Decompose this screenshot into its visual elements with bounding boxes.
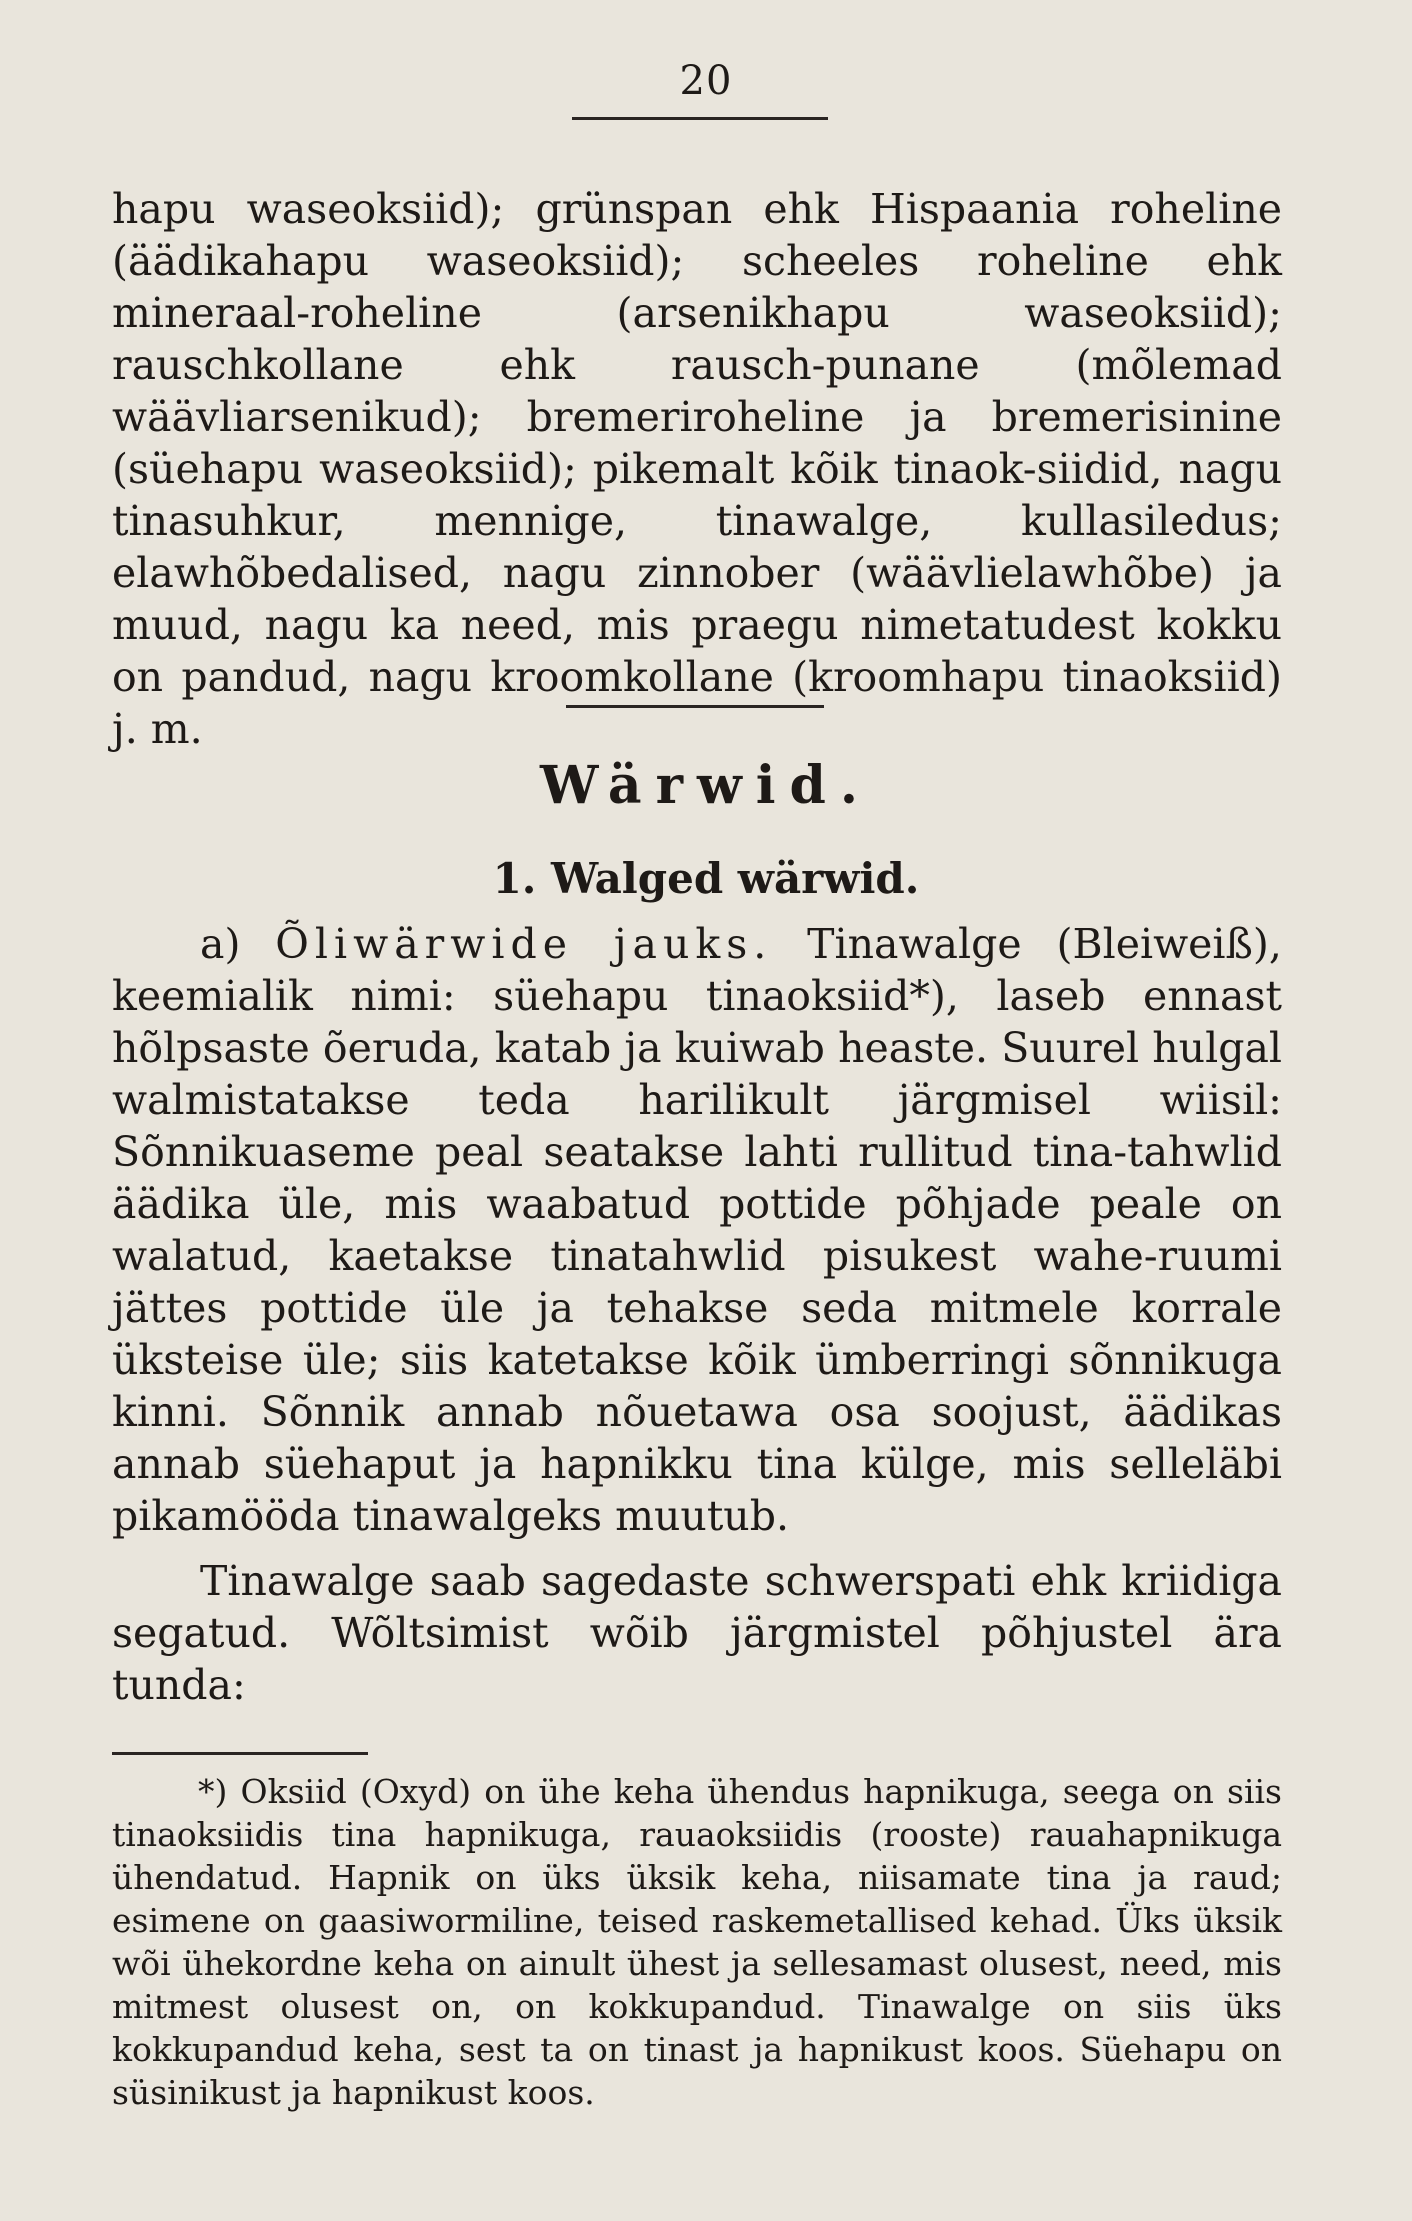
paragraph-3-text: Tinawalge saab sagedaste schwerspati ehk kriidiga segatud. Wõltsimist wõib järgmistel põhjustel ära tunda:	[112, 1557, 1282, 1709]
paragraph-1-text: hapu waseoksiid); grünspan ehk Hispaania roheline (äädikahapu waseoksiid); scheeles roheline ehk mineraal-roheline (arsenikhapu waseoksiid); rauschkollane ehk rausch-punane (mõlemad wäävliarsenikud); bremeriroheline ja bremerisinine (süehapu waseoksiid); pikemalt kõik tinaok-siidid, nagu tinasuhkur, mennige, tinawalge, kullasiledus; elawhõbedalised, nagu zinnober (wäävlielawhõbe) ja muud, nagu ka need, mis praegu nimetatudest kokku on pandud, nagu kroomkollane (kroomhapu tinaoksiid) j. m.	[112, 185, 1282, 753]
subsection-title: 1. Walged wärwid.	[492, 854, 920, 903]
paragraph-2-label: a)	[200, 920, 241, 968]
footnote-text: Oksiid (Oxyd) on ühe keha ühendus hapnikuga, seega on siis tinaoksiidis tina hapnikuga, rauaoksiidis (rooste) rauahapnikuga ühendatud. Hapnik on üks üksik keha, niisamate tina ja raud; esimene on gaasiwormiline, teised raskemetallised kehad. Üks üksik wõi ühekordne keha on ainult ühest ja sellesamast olusest, need, mis mitmest olusest on, on kokkupandud. Tinawalge on siis üks kokkupandud keha, sest ta on tinast ja hapnikust koos. Süehapu on süsinikust ja hapnikust koos.	[112, 1772, 1282, 2112]
footnote-mark: *)	[198, 1772, 228, 1811]
page-number: 20	[679, 58, 733, 104]
paragraph-pigments-list	[112, 183, 1282, 755]
paragraph-2-heading: Õliwärwide jauks.	[275, 920, 773, 968]
footnote-rule	[112, 1752, 368, 1755]
section-title: Wärwid.	[540, 755, 872, 816]
section-divider	[566, 705, 824, 708]
paragraph-2-body: Tinawalge (Bleiweiß), keemialik nimi: süehapu tinaoksiid*), laseb ennast hõlpsaste õeruda, katab ja kuiwab heaste. Suurel hulgal walmistatakse teda harilikult järgmisel wiisil: Sõnnikuaseme peal seatakse lahti rullitud tina-tahwlid äädika üle, mis waabatud pottide põhjade peale on walatud, kaetakse tinatahwlid pisukest wahe-ruumi jättes pottide üle ja tehakse seda mitmele korrale üksteise üle; siis katetakse kõik ümberringi sõnnikuga kinni. Sõnnik annab nõuetawa osa soojust, äädikas annab süehaput ja hapnikku tina külge, mis selleläbi pikamööda tinawalgeks muutub.	[112, 920, 1282, 1540]
footnote	[112, 1770, 1282, 2114]
header-rule	[572, 117, 828, 120]
paragraph-2	[112, 918, 1282, 1542]
paragraph-adulteration	[112, 1555, 1282, 1711]
paragraph-white-paints	[112, 918, 1282, 1542]
